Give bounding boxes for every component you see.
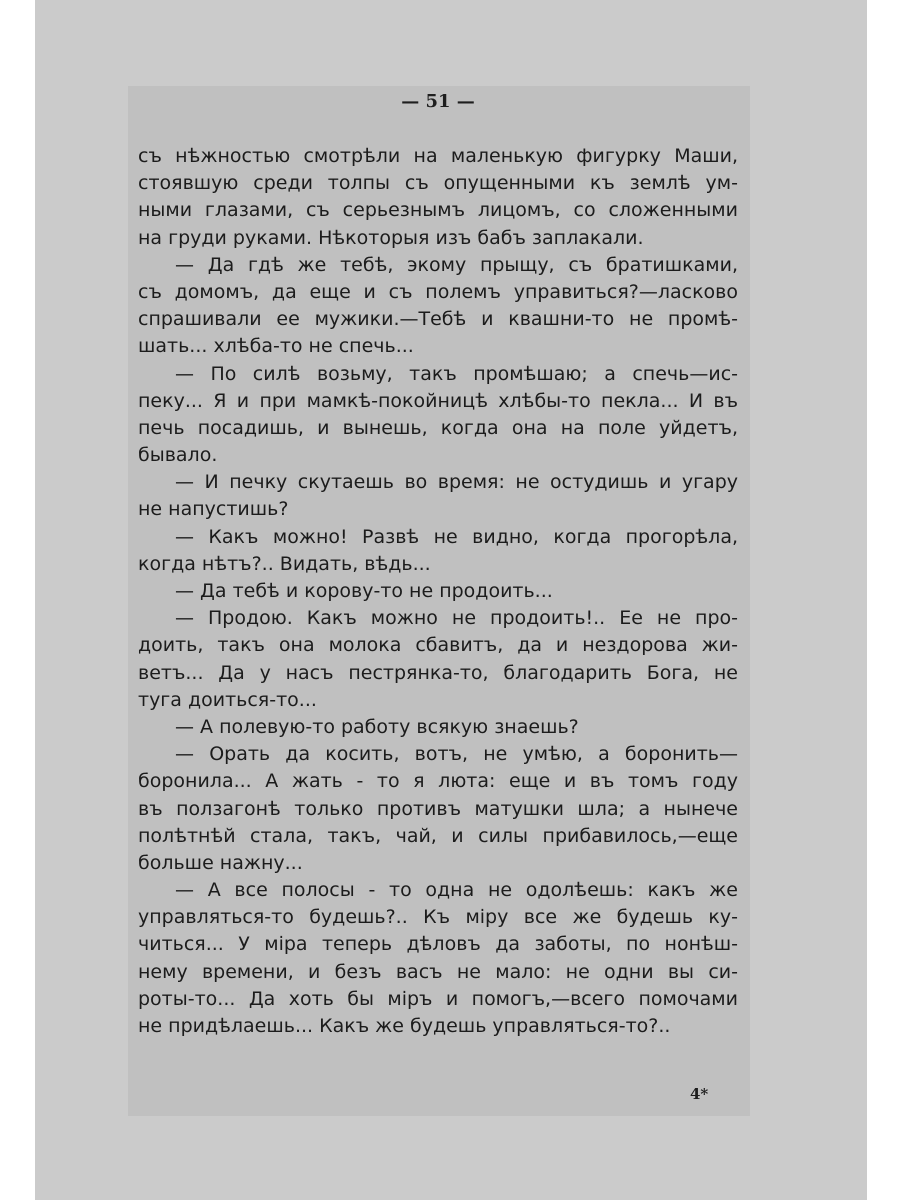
text-line: — А все полосы - то одна не одолѣешь: какъ же [175,879,738,902]
text-line: — Да тебѣ и корову-то не продоить... [175,580,553,602]
signature-mark: 4* [690,1085,709,1103]
text-line: — И печку скутаешь во время: не остудишь и угару [175,471,738,494]
text-line: — Какъ можно! Развѣ не видно, когда прогорѣла, [175,525,738,548]
text-line: пеку... Я и при мамкѣ-покойницѣ хлѣбы-то пекла... И въ [138,389,738,412]
text-line: нему времени, и безъ васъ не мало: не одни вы си- [138,960,738,983]
text-line: стоявшую среди толпы съ опущенными къ землѣ ум- [138,172,738,195]
text-line: полѣтнѣй стала, такъ, чай, и силы прибавилось,—еще [138,824,738,847]
text-line: — Да гдѣ же тебѣ, экому прыщу, съ братишками, [175,253,738,276]
text-line: управляться-то будешь?.. Къ міру все же будешь ку- [138,906,738,929]
text-line: доить, такъ она молока сбавитъ, да и нездорова жи- [138,634,738,657]
text-line: не напустишь? [138,498,289,521]
text-line: роты-то... Да хоть бы міръ и помогъ,—всего помочами [138,987,738,1010]
text-line: — А полевую-то работу всякую знаешь? [175,715,579,738]
text-line: читься... У міра теперь дѣловъ да заботы, по нонѣш- [138,933,738,956]
text-line: — По силѣ возьму, такъ промѣшаю; а спечь—ис- [175,362,738,385]
text-line: не придѣлаешь... Какъ же будешь управляться-то?.. [138,1015,671,1037]
text-line: въ ползагонѣ только противъ матушки шла; а нынече [138,797,738,820]
text-line: съ домомъ, да еще и съ полемъ управиться?—ласково [138,280,738,303]
text-line: съ нѣжностью смотрѣли на маленькую фигурку Маши, [138,145,738,167]
text-line: туга доиться-то... [138,688,317,711]
page-number: — 51 — [401,91,475,112]
text-line: спрашивали ее мужики.—Тебѣ и квашни-то не промѣ- [138,308,738,331]
text-line: больше нажну... [138,851,303,874]
text-line: ветъ... Да у насъ пестрянка-то, благодарить Бога, не [138,661,738,684]
text-line: печь посадишь, и вынешь, когда она на поле уйдетъ, [138,416,738,439]
text-line: — Орать да косить, вотъ, не умѣю, а боронить— [175,743,738,766]
text-line: бывало. [138,444,218,467]
text-line: когда нѣтъ?.. Видать, вѣдь... [138,552,431,575]
text-line: на груди руками. Нѣкоторыя изъ бабъ заплакали. [138,226,644,249]
text-line: — Продою. Какъ можно не продоить!.. Ее не про- [175,607,738,630]
text-line: боронила... А жать - то я люта: еще и въ томъ году [138,770,738,793]
body-text [138,143,738,1040]
text-line: шать... хлѣба-то не спечь... [138,335,414,358]
text-line: ными глазами, съ серьезнымъ лицомъ, со сложенными [138,199,738,222]
